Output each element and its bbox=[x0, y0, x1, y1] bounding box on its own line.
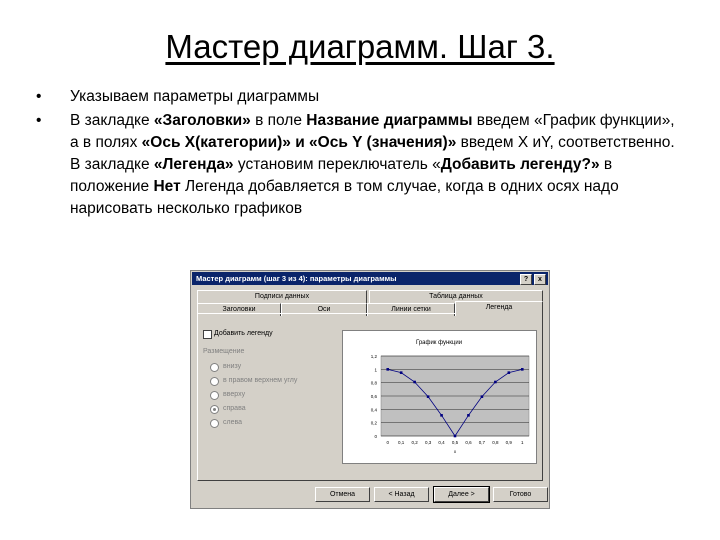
x-tick-label: 0,6 bbox=[465, 440, 472, 445]
bullet-run: Легенда добавляется в том случае, когда в одних осях надо нарисовать несколько графиков bbox=[70, 178, 619, 217]
y-tick-label: 0 bbox=[374, 434, 377, 439]
x-tick-label: 1 bbox=[521, 440, 524, 445]
data-point bbox=[413, 381, 416, 384]
bullet-item bbox=[30, 86, 680, 108]
bullet-run: введем X иY, соответственно. В закладке bbox=[70, 134, 675, 173]
dialog-titlebar bbox=[192, 272, 548, 285]
bullet-run: Добавить легенду?» bbox=[440, 156, 600, 173]
bullet-run: установим переключатель « bbox=[233, 156, 441, 173]
bullet-list bbox=[30, 86, 680, 222]
y-tick-label: 0,4 bbox=[370, 407, 377, 413]
data-point bbox=[494, 381, 497, 384]
radio-bottom[interactable] bbox=[210, 363, 219, 372]
next-button[interactable]: Далее > bbox=[434, 487, 489, 502]
y-tick-label: 1 bbox=[374, 367, 377, 373]
x-tick-label: 0,5 bbox=[451, 440, 459, 445]
placement-group-label: Размещение bbox=[203, 348, 245, 355]
radio-left[interactable] bbox=[210, 419, 219, 428]
bullet-text bbox=[70, 88, 319, 105]
x-tick-label: 0,9 bbox=[505, 440, 512, 445]
data-point bbox=[454, 435, 457, 438]
cancel-button[interactable]: Отмена bbox=[315, 487, 370, 502]
radio-label: справа bbox=[223, 405, 246, 412]
chart-svg bbox=[343, 331, 536, 463]
bullet-run: «Ось X(категории)» и «Ось Y (значения)» bbox=[141, 134, 457, 151]
x-tick-label: 0 bbox=[386, 440, 389, 445]
bullet-dot-icon: • bbox=[36, 112, 42, 129]
data-point bbox=[508, 371, 511, 374]
bullet-run: Название диаграммы bbox=[306, 112, 473, 129]
radio-label: вверху bbox=[223, 391, 246, 398]
bullet-dot-icon: • bbox=[36, 88, 42, 105]
data-point bbox=[467, 414, 470, 417]
bullet-run: В закладке bbox=[70, 112, 154, 129]
bullet-run: Нет bbox=[153, 178, 181, 195]
tab-legend[interactable]: Легенда bbox=[455, 301, 543, 316]
bullet-run: «Заголовки» bbox=[153, 112, 251, 129]
x-tick-label: 0,8 bbox=[492, 440, 499, 445]
bullet-run: Указываем параметры диаграммы bbox=[70, 88, 320, 105]
chart-preview bbox=[342, 330, 537, 464]
bullet-run: в поле bbox=[250, 112, 307, 129]
chart-wizard-dialog bbox=[190, 270, 550, 509]
back-button[interactable]: < Назад bbox=[374, 487, 429, 502]
x-tick-label: 0,2 bbox=[411, 440, 418, 445]
x-tick-label: 0,7 bbox=[478, 440, 486, 445]
bullet-run: в положение bbox=[70, 156, 613, 195]
y-tick-label: 0,6 bbox=[370, 394, 377, 399]
y-tick-label: 0,8 bbox=[370, 380, 377, 386]
data-point bbox=[481, 395, 484, 398]
x-axis-title: x bbox=[453, 449, 457, 454]
bullet-run: «Легенда» bbox=[153, 156, 234, 173]
tab-gridlines[interactable]: Линии сетки bbox=[367, 303, 455, 316]
slide-title: Мастер диаграмм. Шаг 3. bbox=[165, 28, 555, 65]
data-point bbox=[440, 414, 443, 417]
y-tick-label: 0,2 bbox=[370, 420, 377, 426]
y-tick-label: 1,2 bbox=[370, 354, 377, 359]
data-point bbox=[400, 371, 403, 374]
radio-corner[interactable] bbox=[210, 377, 219, 386]
x-tick-label: 0,1 bbox=[398, 440, 405, 445]
tab-titles[interactable]: Заголовки bbox=[197, 303, 281, 316]
dialog-title: Мастер диаграмм (шаг 3 из 4): параметры диаграммы bbox=[196, 274, 397, 283]
bullet-run: введем «График функции», а в полях bbox=[70, 112, 675, 151]
data-point bbox=[386, 368, 389, 371]
radio-right[interactable] bbox=[210, 405, 219, 414]
x-tick-label: 0,4 bbox=[438, 440, 445, 445]
radio-label: слева bbox=[223, 419, 243, 426]
bullet-item bbox=[30, 110, 680, 220]
x-tick-label: 0,3 bbox=[424, 440, 432, 445]
data-point bbox=[427, 395, 430, 398]
radio-label: внизу bbox=[223, 363, 242, 370]
tab-data-labels[interactable]: Подписи данных bbox=[197, 290, 367, 303]
finish-button[interactable]: Готово bbox=[493, 487, 548, 502]
data-point bbox=[521, 368, 524, 371]
bullet-text bbox=[70, 112, 675, 217]
radio-top[interactable] bbox=[210, 391, 219, 400]
help-button[interactable]: ? bbox=[520, 274, 532, 285]
tab-data-table[interactable]: Таблица данных bbox=[369, 290, 543, 303]
close-button[interactable]: x bbox=[534, 274, 546, 285]
add-legend-label: Добавить легенду bbox=[214, 330, 273, 337]
add-legend-checkbox[interactable] bbox=[203, 330, 212, 339]
radio-label: в правом верхнем углу bbox=[223, 377, 298, 384]
tab-axes[interactable]: Оси bbox=[281, 303, 367, 316]
chart-title: График функции bbox=[415, 340, 463, 346]
